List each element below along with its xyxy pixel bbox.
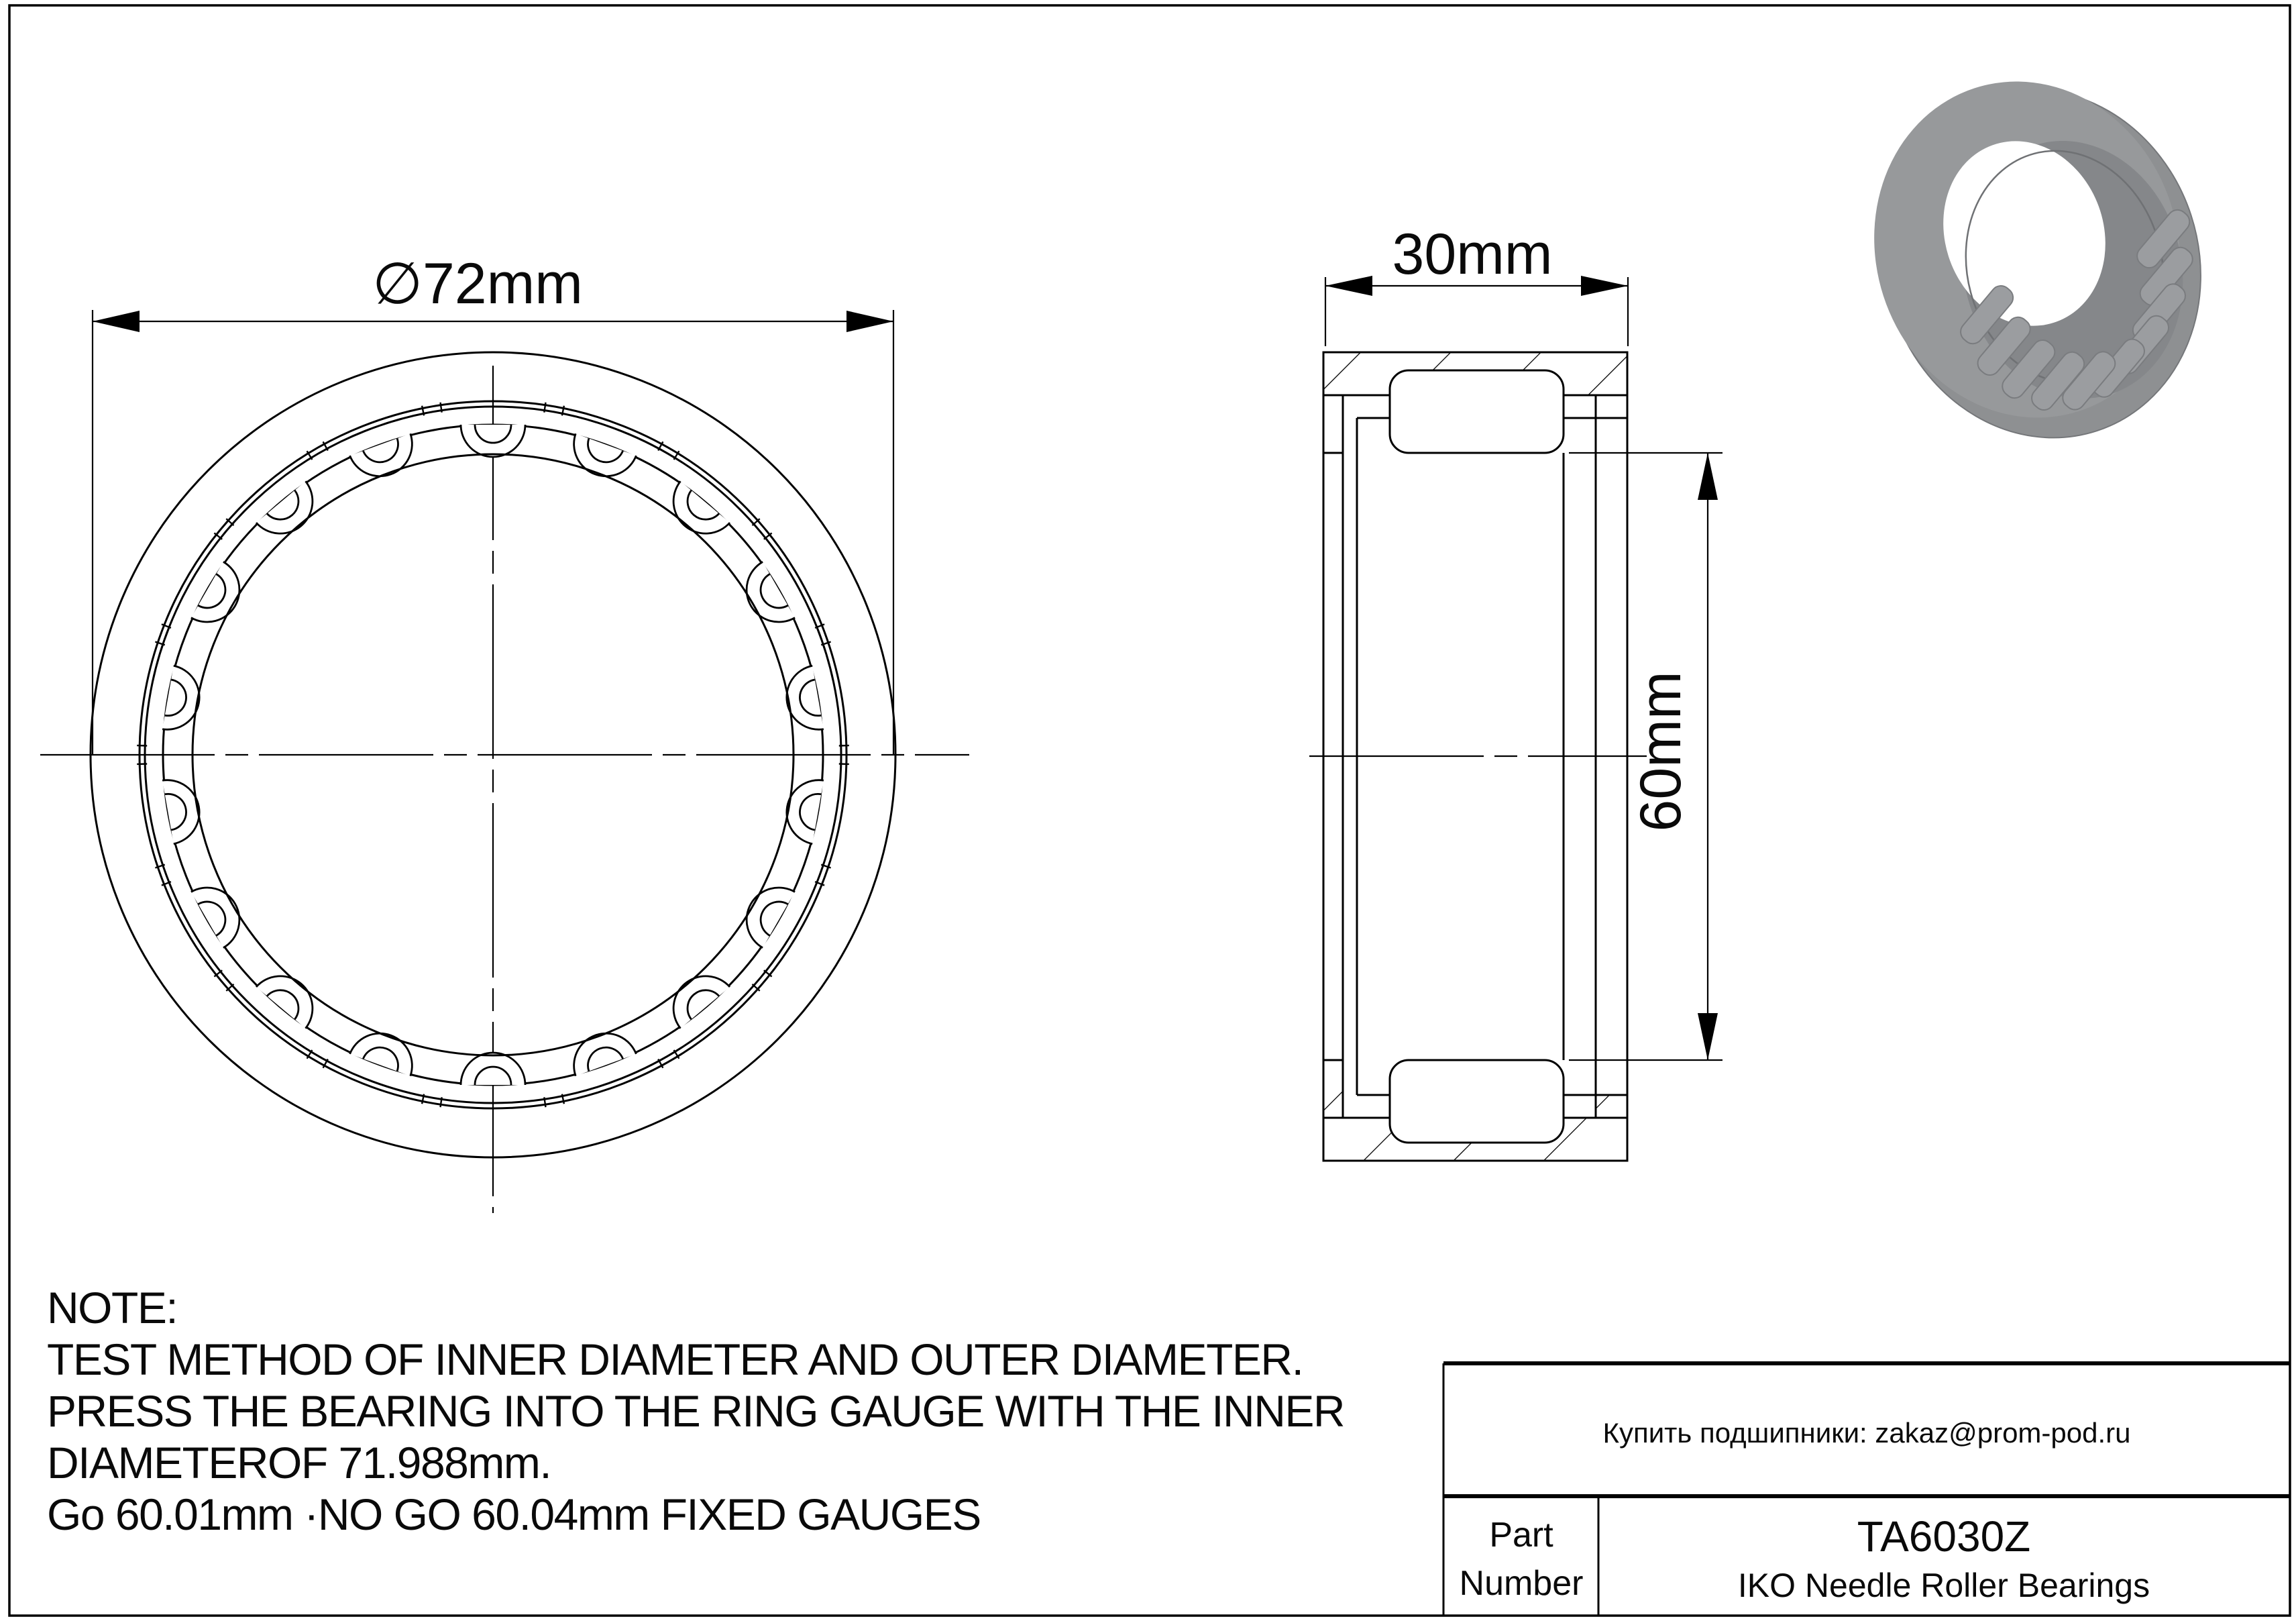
part-number-value: TA6030Z	[1857, 1512, 2031, 1561]
diameter-label: ∅72mm	[372, 252, 583, 316]
product-line: IKO Needle Roller Bearings	[1737, 1567, 2150, 1604]
part-number-label: Part	[1489, 1516, 1553, 1555]
note-line: DIAMETEROF 71.988mm.	[47, 1438, 551, 1487]
needle-roller-bottom	[1390, 1060, 1564, 1143]
shell-hatch-step-tl	[1323, 395, 1343, 453]
contact-text: Купить подшипники: zakaz@prom-pod.ru	[1602, 1417, 2131, 1449]
shell-hatch-step-bl	[1323, 1060, 1343, 1118]
note-line: TEST METHOD OF INNER DIAMETER AND OUTER DIAMETER.	[47, 1334, 1303, 1384]
needle-roller-top	[1390, 370, 1564, 453]
bore-label: 60mm	[1629, 671, 1693, 832]
note-line: NOTE:	[47, 1283, 178, 1332]
part-number-label: Number	[1459, 1564, 1584, 1603]
note-line: Go 60.01mm ·NO GO 60.04mm FIXED GAUGES	[47, 1489, 981, 1539]
width-label: 30mm	[1392, 222, 1553, 286]
note-line: PRESS THE BEARING INTO THE RING GAUGE WITH THE INNER	[47, 1386, 1345, 1436]
shell-hatch-step-br	[1596, 1095, 1627, 1118]
shell-hatch-step-tr	[1596, 395, 1627, 418]
